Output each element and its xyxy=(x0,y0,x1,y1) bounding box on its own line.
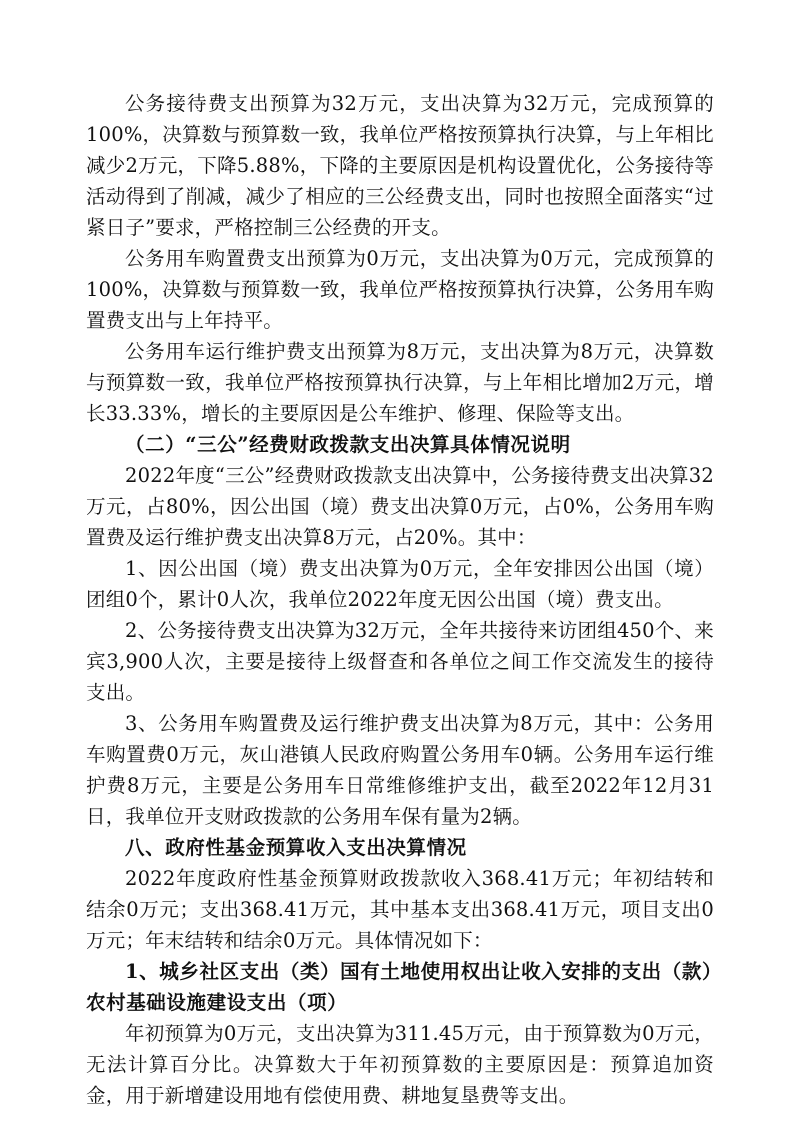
document-page xyxy=(86,88,714,1111)
paragraph-rural-infrastructure: 年初预算为0万元，支出决算为311.45万元，由于预算数为0万元，无法计算百分比。决算数大于年初预算数的主要原因是：预算追加资金，用于新增建设用地有偿使用费、耕地复垦费等支出。 xyxy=(86,1022,714,1107)
section-heading-three-public: （二）“三公”经费财政拨款支出决算具体情况说明 xyxy=(125,433,571,456)
paragraph-government-fund-summary: 2022年度政府性基金预算财政拨款收入368.41万元；年初结转和结余0万元；支出368.41万元，其中基本支出368.41万元，项目支出0万元；年末结转和结余0万元。具体情况如下： xyxy=(86,867,714,952)
paragraph-vehicle-purchase: 公务用车购置费支出预算为0万元，支出决算为0万元，完成预算的100%，决算数与预算数一致，我单位严格按预算执行决算，公务用车购置费支出与上年持平。 xyxy=(86,247,714,332)
paragraph-reception-expense: 公务接待费支出预算为32万元，支出决算为32万元，完成预算的100%，决算数与预算数一致，我单位严格按预算执行决算，与上年相比减少2万元，下降5.88%，下降的主要原因是机构设置优化，公务接待等活动得到了削减，减少了相应的三公经费支出，同时也按照全面落实“过紧日子”要求，严格控制三公经费的开支。 xyxy=(86,92,714,239)
paragraph-three-public-summary: 2022年度“三公”经费财政拨款支出决算中，公务接待费支出决算32万元，占80%，因公出国（境）费支出决算0万元，占0%，公务用车购置费及运行维护费支出决算8万元，占20%。其中： xyxy=(86,464,714,549)
paragraph-overseas-travel: 1、因公出国（境）费支出决算为0万元，全年安排因公出国（境）团组0个，累计0人次，我单位2022年度无因公出国（境）费支出。 xyxy=(86,557,714,611)
section-heading-government-fund: 八、政府性基金预算收入支出决算情况 xyxy=(125,836,467,859)
paragraph-vehicle-maintenance: 公务用车运行维护费支出预算为8万元，支出决算为8万元，决算数与预算数一致，我单位严格按预算执行决算，与上年相比增加2万元，增长33.33%，增长的主要原因是公车维护、修理、保险等支出。 xyxy=(86,340,714,425)
subsection-heading-rural-infrastructure: 1、城乡社区支出（类）国有土地使用权出让收入安排的支出（款）农村基础设施建设支出（项） xyxy=(86,960,713,1014)
paragraph-reception-detail: 2、公务接待费支出决算为32万元，全年共接待来访团组450个、来宾3,900人次，主要是接待上级督查和各单位之间工作交流发生的接待支出。 xyxy=(86,619,714,704)
paragraph-vehicle-detail: 3、公务用车购置费及运行维护费支出决算为8万元，其中：公务用车购置费0万元，灰山港镇人民政府购置公务用车0辆。公务用车运行维护费8万元，主要是公务用车日常维修维护支出，截至2022年12月31日，我单位开支财政拨款的公务用车保有量为2辆。 xyxy=(86,712,714,828)
